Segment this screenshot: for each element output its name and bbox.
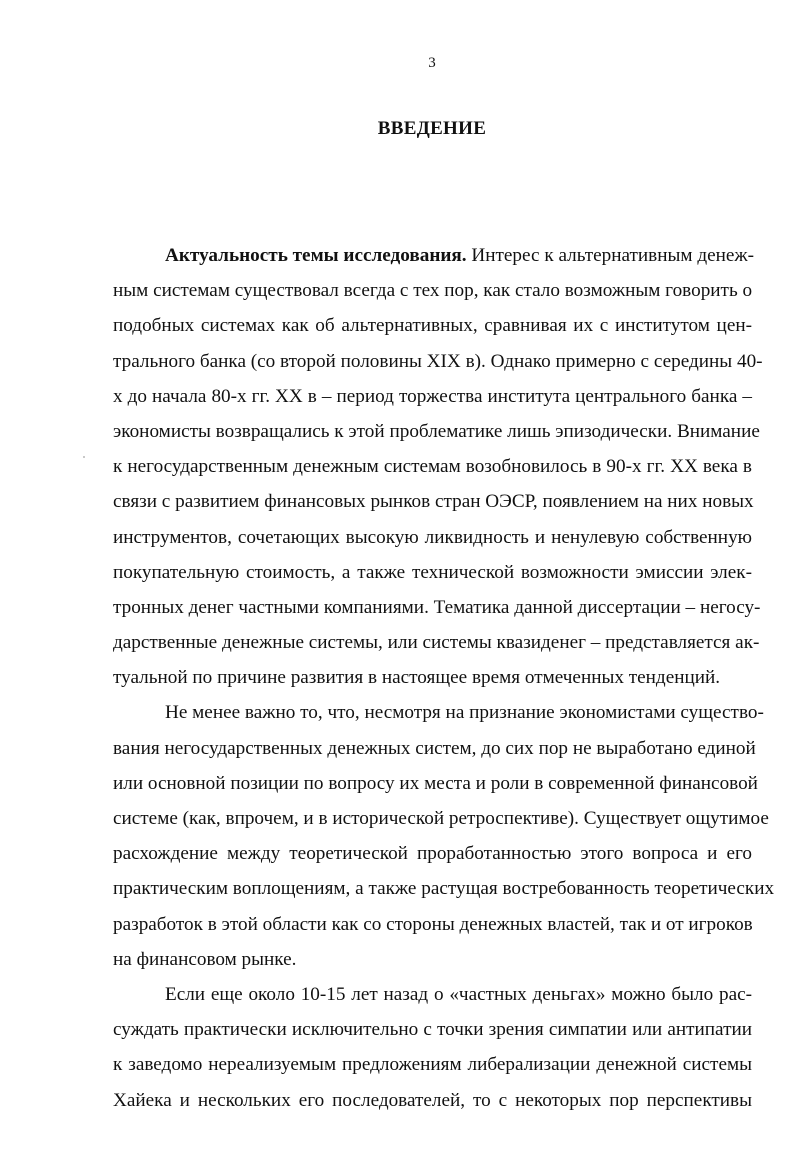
paragraph-1-line-12: дарственные денежные системы, или системы квазиденег – представляется ак- <box>113 632 760 654</box>
paragraph-1-line-9: инструментов, сочетающих высокую ликвидность и ненулевую собственную <box>113 526 752 548</box>
paragraph-1-line-5: х до начала 80-х гг. XX в – период торжества института центрального банка – <box>113 385 752 407</box>
paragraph-1-line-2: ным системам существовал всегда с тех пор, как стало возможным говорить о <box>113 280 753 302</box>
paragraph-2-line-7: разработок в этой области как со стороны денежных властей, так и от игроков <box>113 913 753 935</box>
paragraph-1-line-7: к негосударственным денежным системам возобновилось в 90-х гг. XX века в <box>113 456 752 478</box>
paragraph-2-line-2: вания негосударственных денежных систем, до сих пор не выработано единой <box>113 737 756 759</box>
scan-speck <box>83 456 85 458</box>
paragraph-2-line-4: системе (как, впрочем, и в исторической ретроспективе). Существует ощутимое <box>113 808 769 829</box>
topic-relevance-label: Актуальность темы исследования. <box>165 245 467 266</box>
paragraph-3-line-2: суждать практически исключительно с точки зрения симпатии или антипатии <box>113 1019 752 1041</box>
paragraph-1-line-4: трального банка (со второй половины XIX в). Однако примерно с середины 40- <box>113 350 763 372</box>
paragraph-3-line-4: Хайека и нескольких его последователей, то с некоторых пор перспективы <box>113 1089 752 1111</box>
page-number: 3 <box>428 55 436 71</box>
paragraph-2-line-1: Не менее важно то, что, несмотря на признание экономистами существо- <box>165 702 764 724</box>
paragraph-1-line-6: экономисты возвращались к этой проблематике лишь эпизодически. Внимание <box>113 420 760 442</box>
page-heading: ВВЕДЕНИЕ <box>377 118 487 139</box>
paragraph-2-line-8: на финансовом рынке. <box>113 948 297 970</box>
paragraph-1-line-11: тронных денег частными компаниями. Тематика данной диссертации – негосу- <box>113 596 761 618</box>
paragraph-2-line-5: расхождение между теоретической проработанностью этого вопроса и его <box>113 843 752 865</box>
body-text <box>113 238 775 1118</box>
paragraph-1-line-10: покупательную стоимость, а также технической возможности эмиссии элек- <box>113 561 752 583</box>
paragraph-1-line-8: связи с развитием финансовых рынков стран ОЭСР, появлением на них новых <box>113 491 754 513</box>
paragraph-1-line-3: подобных системах как об альтернативных, сравнивая их с институтом цен- <box>113 315 752 337</box>
paragraph-1-line-1: Актуальность темы исследования. Интерес к альтернативным денеж- <box>165 245 755 266</box>
paragraph-2-line-3: или основной позиции по вопросу их места и роли в современной финансовой <box>113 772 758 794</box>
paragraph-3-line-3: к заведомо нереализуемым предложениям либерализации денежной системы <box>113 1054 752 1076</box>
paragraph-2-line-6: практическим воплощениям, а также растущая востребованность теоретических <box>113 878 775 900</box>
paragraph-3-line-1: Если еще около 10-15 лет назад о «частных деньгах» можно было рас- <box>165 983 752 1005</box>
paragraph-1-line-13: туальной по причине развития в настоящее время отмеченных тенденций. <box>113 667 721 689</box>
